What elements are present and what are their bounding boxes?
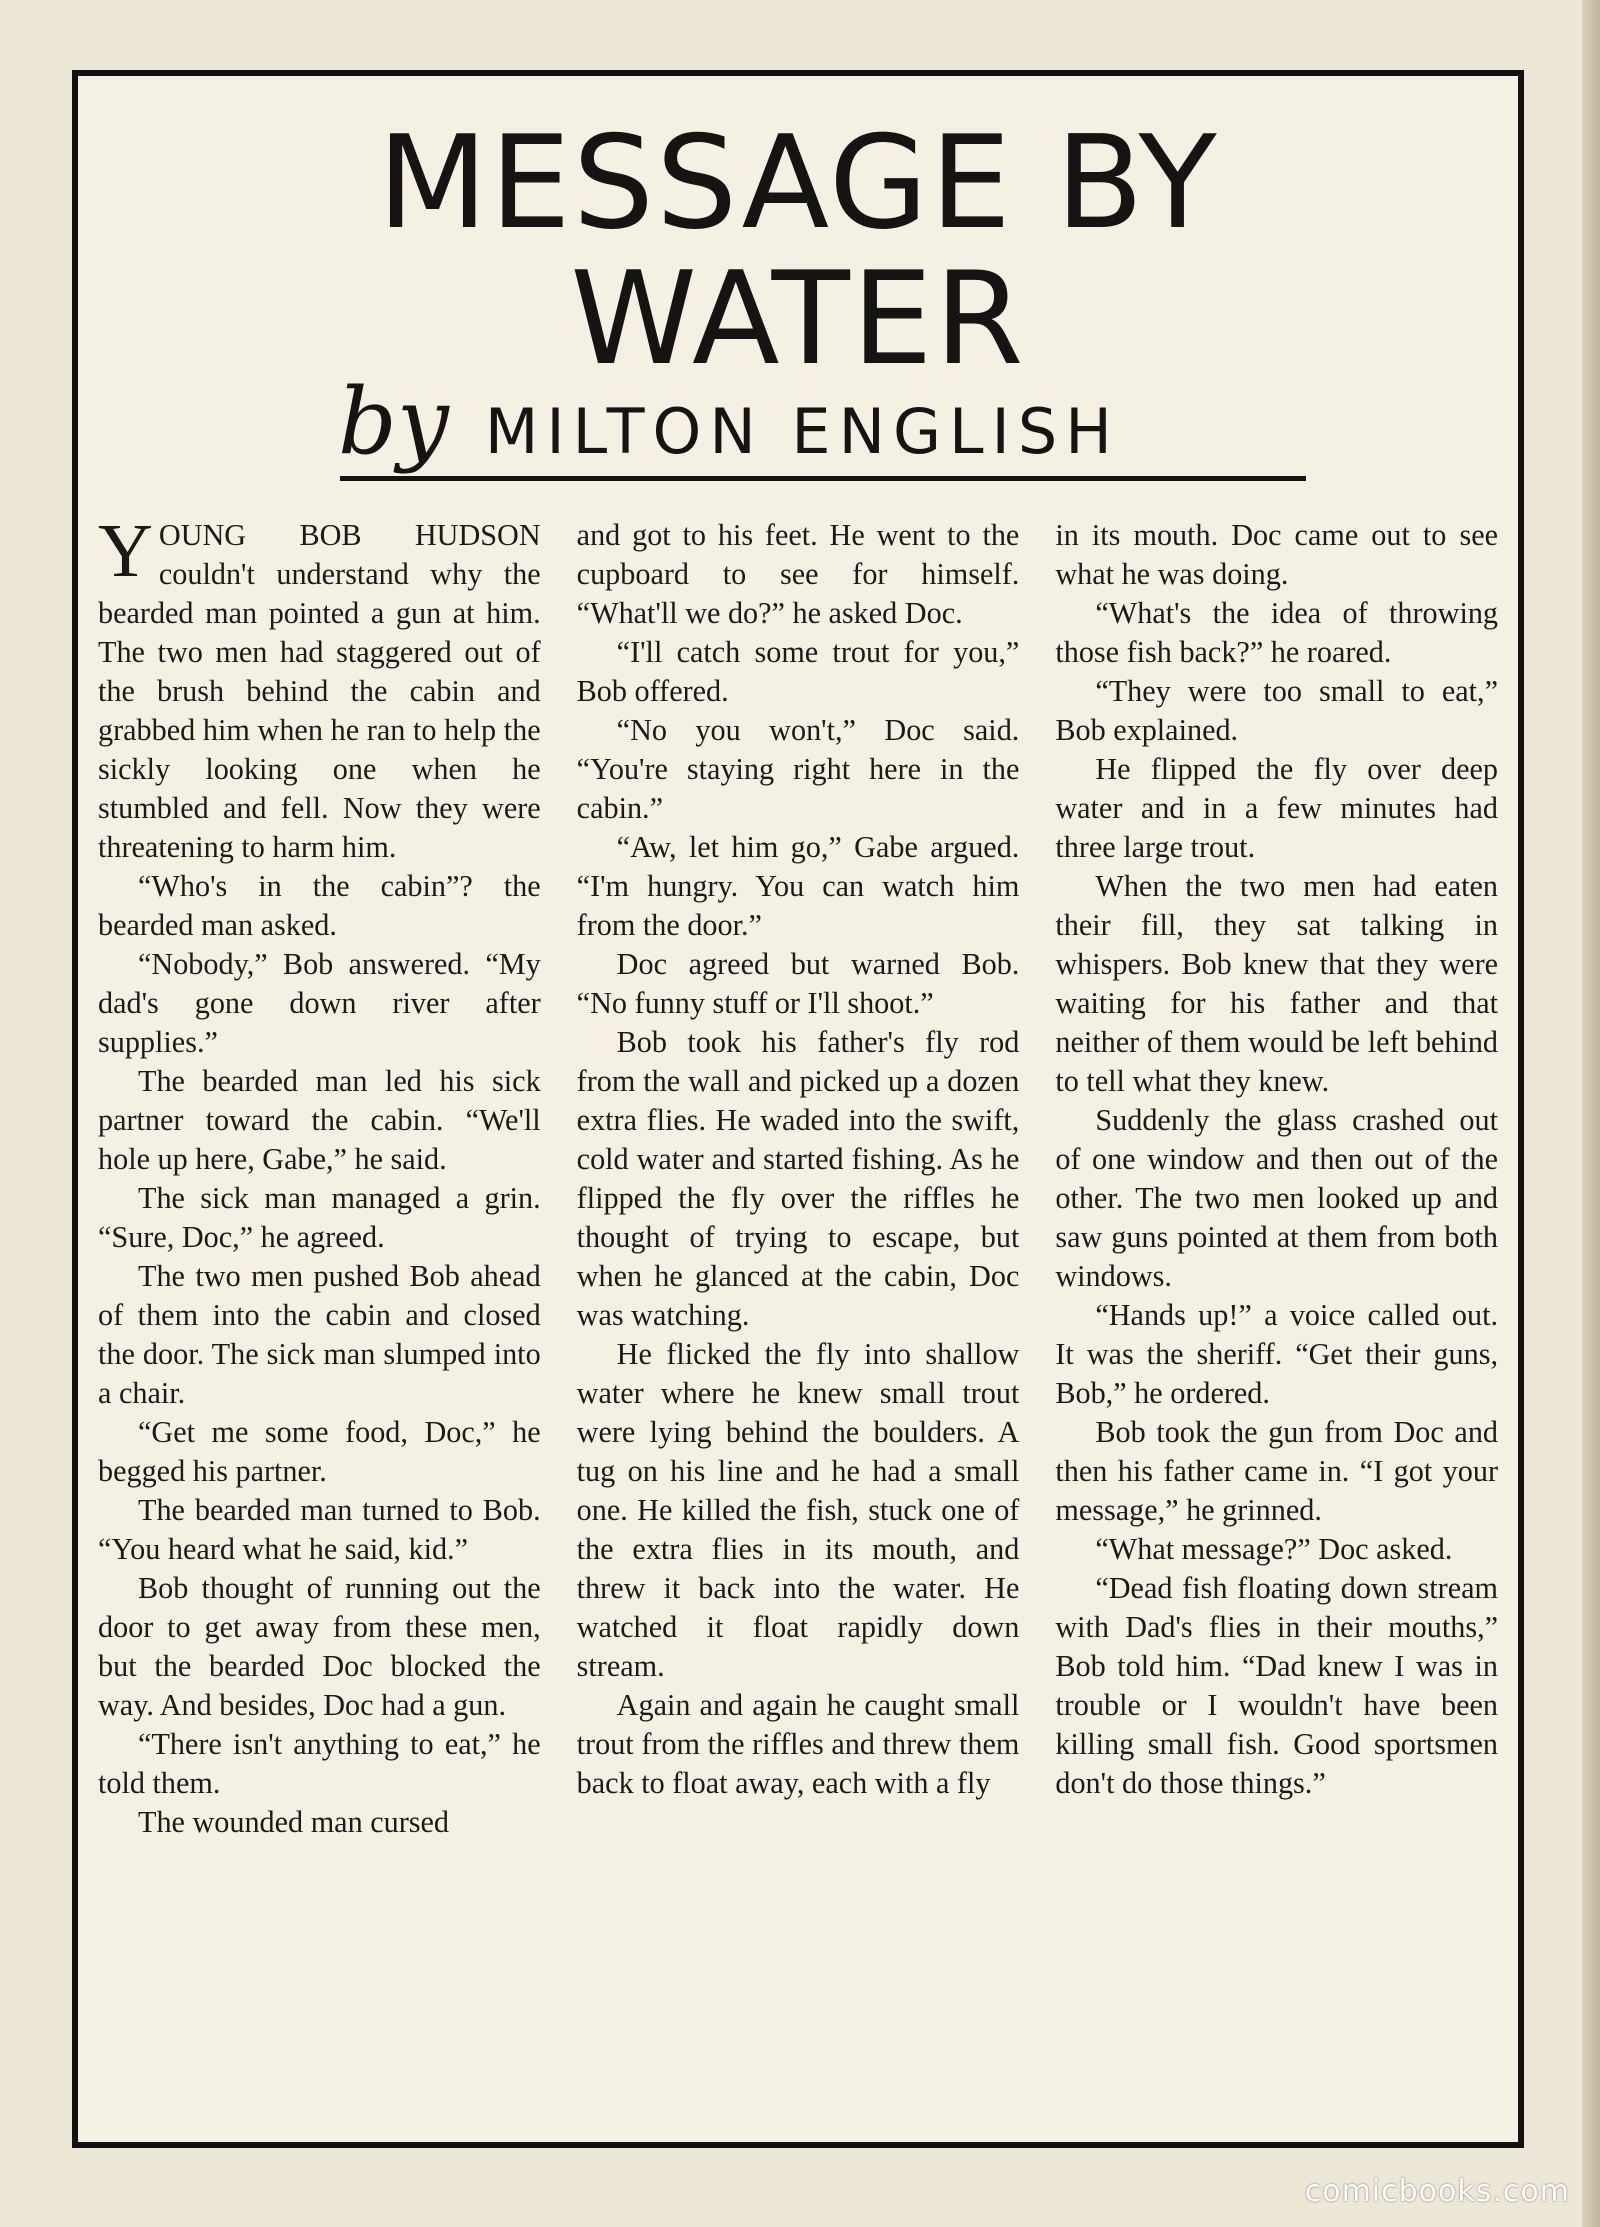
byline-underline	[340, 476, 1306, 481]
paragraph: The wounded man cursed	[138, 1805, 449, 1839]
paragraph: The bearded man led his sick partner toward the cabin. “We'll hole up here, Gabe,” he said.	[98, 1064, 541, 1176]
column-1	[98, 509, 541, 1842]
paragraph: “They were too small to eat,” Bob explained.	[1055, 674, 1499, 747]
paragraph: Bob took his father's fly rod from the wall and picked up a dozen extra flies. He waded into the swift, cold water and started fishing. As he flipped the fly over the riffles he thought of trying to escape, but when he glanced at the cabin, Doc was watching.	[576, 1025, 1020, 1332]
author-name: MILTON ENGLISH	[484, 395, 1120, 468]
paragraph: “I'll catch some trout for you,” Bob offered.	[576, 635, 1020, 708]
paragraph: “Aw, let him go,” Gabe argued. “I'm hungry. You can watch him from the door.”	[576, 830, 1020, 942]
paragraph: The bearded man turned to Bob. “You heard what he said, kid.”	[98, 1493, 541, 1566]
story-title	[78, 109, 1518, 394]
column-3	[1055, 516, 1498, 1842]
paragraph: “Get me some food, Doc,” he begged his partner.	[98, 1415, 541, 1488]
paragraph: The sick man managed a grin. “Sure, Doc,” he agreed.	[98, 1181, 541, 1254]
paragraph: “Who's in the cabin”? the bearded man asked.	[98, 869, 541, 942]
paragraph: “Dead fish floating down stream with Dad's flies in their mouths,” Bob told him. “Dad knew I was in trouble or I wouldn't have been killing small fish. Good sportsmen don't do those things.”	[1055, 1571, 1499, 1800]
paragraph: “There isn't anything to eat,” he told them.	[98, 1727, 541, 1800]
paragraph: “What's the idea of throwing those fish back?” he roared.	[1055, 596, 1499, 669]
paragraph: He flicked the fly into shallow water where he knew small trout were lying behind the boulders. A tug on his line and he had a small one. He killed the fish, stuck one of the extra flies in its mouth, and threw it back into the water. He watched it float rapidly down stream.	[576, 1337, 1020, 1683]
page-edge	[1582, 0, 1600, 2227]
paragraph: Again and again he caught small trout from the riffles and threw them back to float away, each with a fly	[576, 1688, 1020, 1800]
story-frame	[72, 70, 1524, 2148]
byline	[338, 368, 1120, 475]
drop-cap: Y	[98, 509, 153, 593]
paragraph: YOUNG BOB HUDSON couldn't understand why the bearded man pointed a gun at him. The two men had staggered out of the brush behind the cabin and grabbed him when he ran to help the sickly looking one when he stumbled and fell. Now they were threatening to harm him.	[98, 509, 541, 864]
paragraph: “Nobody,” Bob answered. “My dad's gone down river after supplies.”	[98, 947, 541, 1059]
paragraph: Suddenly the glass crashed out of one window and then out of the other. The two men looked up and saw guns pointed at them from both windows.	[1055, 1103, 1499, 1293]
watermark: comicbooks.com	[1304, 2174, 1570, 2209]
paragraph: He flipped the fly over deep water and in a few minutes had three large trout.	[1055, 752, 1499, 864]
paragraph: Doc agreed but warned Bob. “No funny stuff or I'll shoot.”	[576, 947, 1020, 1020]
paragraph: Bob thought of running out the door to get away from these men, but the bearded Doc blocked the way. And besides, Doc had a gun.	[98, 1571, 541, 1722]
byline-by: by	[338, 368, 449, 475]
paragraph: and got to his feet. He went to the cupboard to see for himself. “What'll we do?” he asked Doc.	[576, 518, 1020, 630]
paragraph: “No you won't,” Doc said. “You're staying right here in the cabin.”	[576, 713, 1020, 825]
paragraph: The two men pushed Bob ahead of them into the cabin and closed the door. The sick man slumped into a chair.	[98, 1259, 541, 1410]
paragraph: Bob took the gun from Doc and then his father came in. “I got your message,” he grinned.	[1055, 1415, 1499, 1527]
paragraph: “What message?” Doc asked.	[1095, 1532, 1453, 1566]
title-line-1: MESSAGE BY	[377, 109, 1219, 258]
story-columns	[98, 509, 1499, 1842]
title-line-2: WATER	[570, 245, 1026, 394]
paragraph: When the two men had eaten their fill, they sat talking in whispers. Bob knew that they were waiting for his father and that neither of them would be left behind to tell what they knew.	[1055, 869, 1499, 1098]
paragraph: “Hands up!” a voice called out. It was the sheriff. “Get their guns, Bob,” he ordered.	[1055, 1298, 1499, 1410]
column-2	[577, 516, 1020, 1842]
paragraph: in its mouth. Doc came out to see what he was doing.	[1055, 518, 1499, 591]
